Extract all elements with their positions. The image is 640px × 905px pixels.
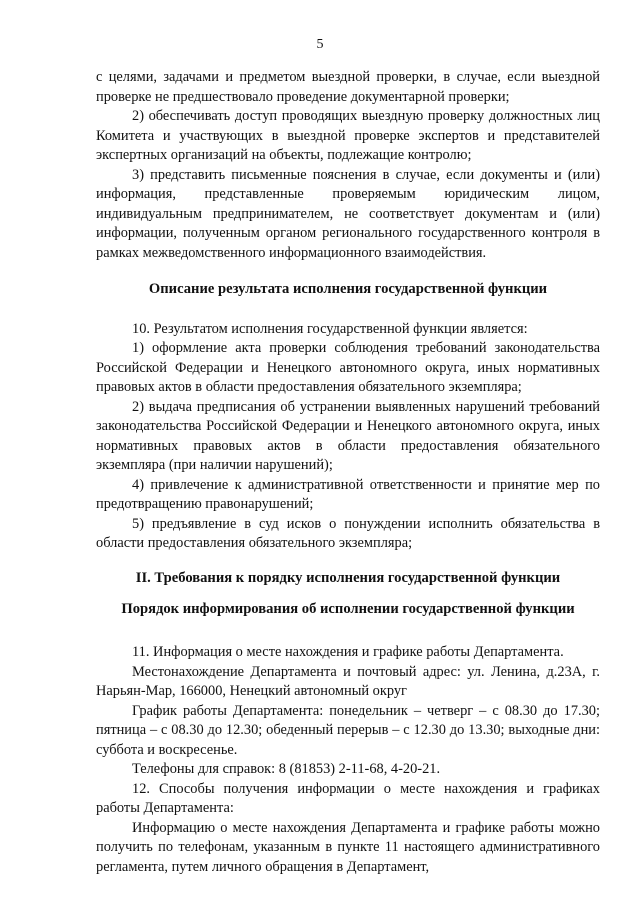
page-number: 5 — [316, 37, 324, 52]
paragraph: 2) обеспечивать доступ проводящих выездную проверку должностных лиц Комитета и участвующих в выездной проверке экспертов и представителей экспертных организаций на объекты, подлежащие контролю; — [96, 108, 600, 163]
section-heading: II. Требования к порядку исполнения государственной функции — [135, 569, 561, 586]
paragraph: 5) предъявление в суд исков о понуждении исполнить обязательства в области предоставления обязательного экземпляра; — [96, 515, 600, 551]
paragraph: 12. Способы получения информации о месте нахождения и графиках работы Департамента: — [96, 780, 600, 816]
paragraph: Информацию о месте нахождения Департамента и графике работы можно получить по телефонам, указанным в пункте 11 настоящего административного регламента, путем личного обращения в Департамент, — [96, 819, 600, 875]
paragraph: с целями, задачами и предметом выездной проверки, в случае, если выездной проверке не предшествовало проведение документарной проверки; — [96, 69, 600, 105]
paragraph: 11. Информация о месте нахождения и графике работы Департамента. — [132, 644, 564, 660]
section-heading: Порядок информирования об исполнении государственной функции — [121, 601, 575, 617]
document-body — [96, 68, 600, 877]
paragraph: 2) выдача предписания об устранении выявленных нарушений требований законодательства Российской Федерации и Ненецкого автономного округа, иных нормативных правовых актов в области предоставления обязательного экземпляра (при наличии нарушений); — [96, 398, 600, 473]
paragraph: График работы Департамента: понедельник – четверг – с 08.30 до 17.30; пятница – с 08.30 до 12.30; обеденный перерыв – с 12.30 до 13.30; выходные дни: суббота и воскресенье. — [96, 702, 600, 758]
paragraph: Местонахождение Департамента и почтовый адрес: ул. Ленина, д.23А, г. Нарьян-Мар, 166000, Ненецкий автономный округ — [96, 663, 600, 699]
paragraph: 3) представить письменные пояснения в случае, если документы и (или) информация, представленные проверяемым юридическим лицом, индивидуальным предпринимателем, не соответствует документам и (или) информации, полученным органом регионального государственного контроля в рамках межведомственного информационного взаимодействия. — [96, 166, 600, 261]
section-heading: Описание результата исполнения государственной функции — [148, 281, 548, 297]
paragraph: 1) оформление акта проверки соблюдения требований законодательства Российской Федерации и Ненецкого автономного округа, иных нормативных правовых актов в области предоставления обязательного экземпляра; — [96, 340, 600, 395]
paragraph: 4) привлечение к административной ответственности и принятие мер по предотвращению правонарушений; — [96, 476, 600, 512]
paragraph: Телефоны для справок: 8 (81853) 2-11-68, 4-20-21. — [132, 761, 441, 777]
paragraph: 10. Результатом исполнения государственной функции является: — [132, 320, 528, 337]
